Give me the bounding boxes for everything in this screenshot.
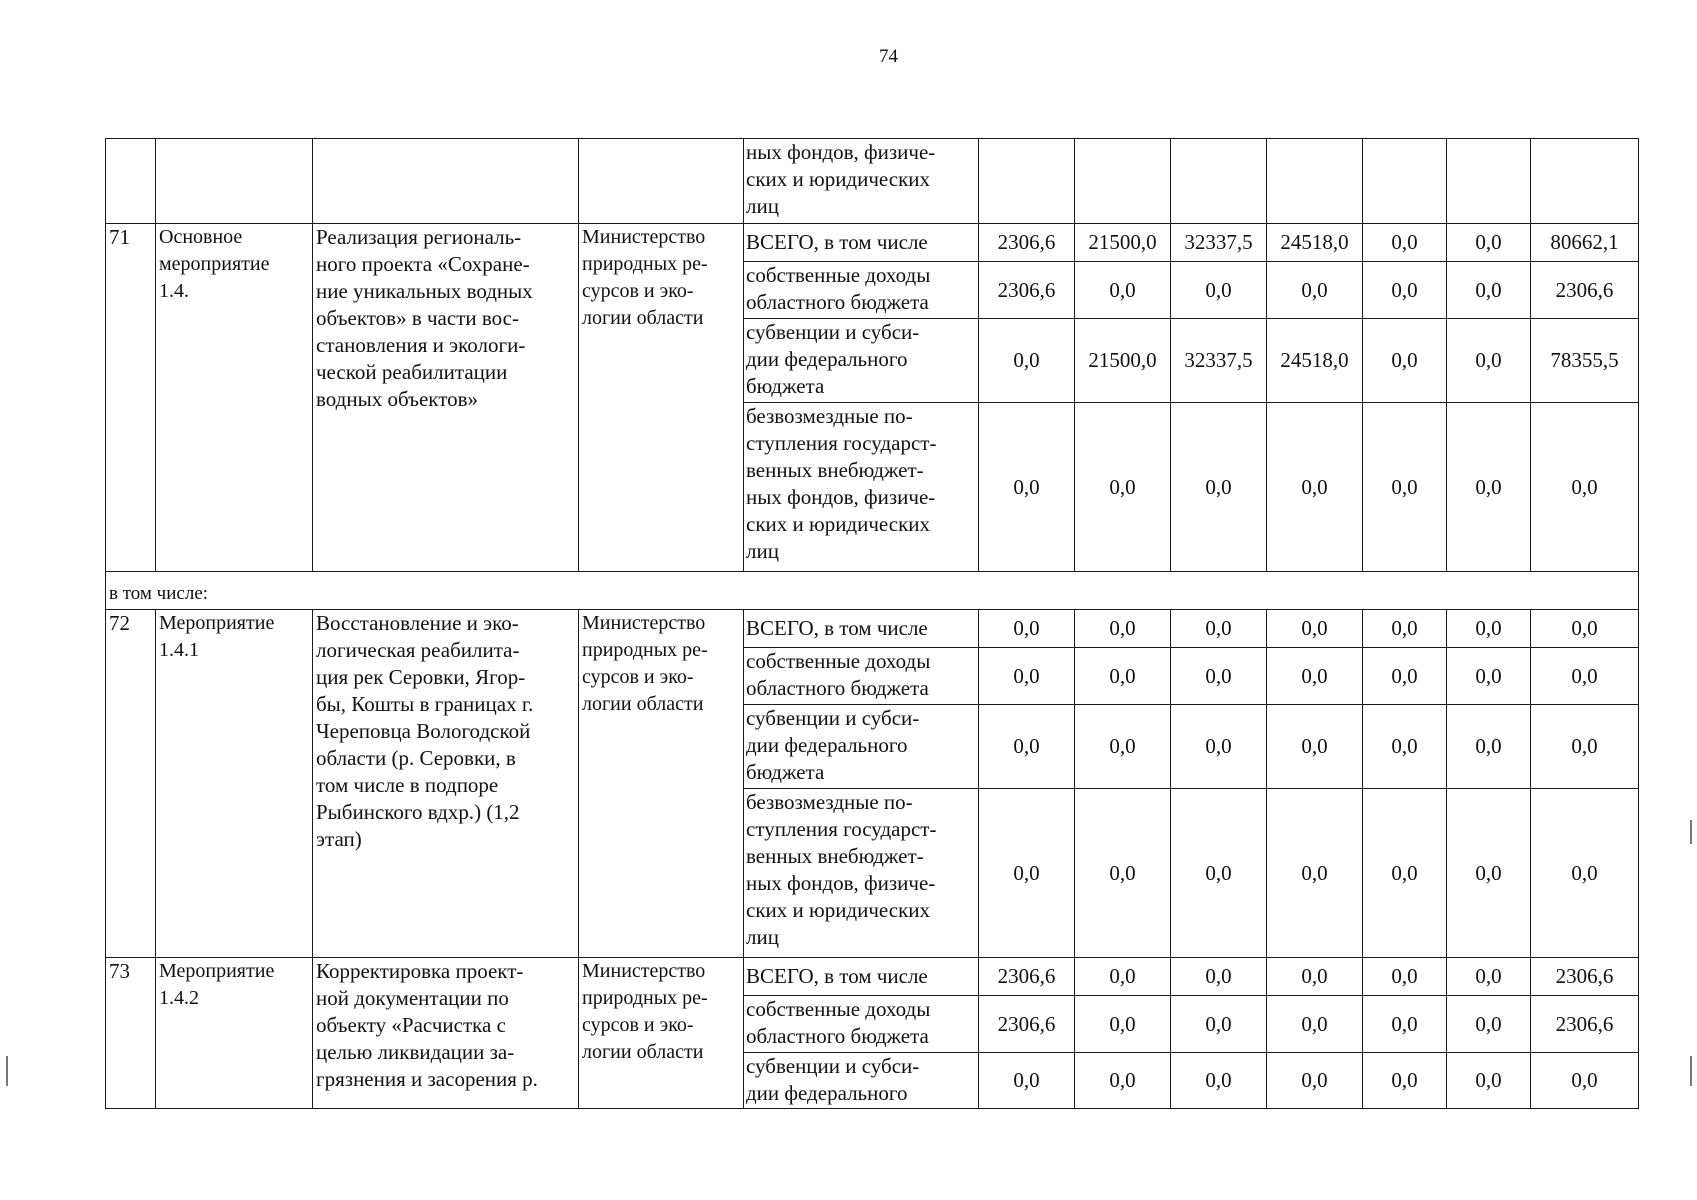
num-cell [106,139,156,224]
value-cell: 0,0 [1171,958,1267,996]
source-cell [744,996,979,1053]
value-cell: 0,0 [979,319,1075,403]
value-cell: 0,0 [1363,319,1447,403]
text-line: ной документации по [316,986,509,1010]
source-line: дии федерального [746,347,908,371]
value-cell: 0,0 [1363,262,1447,319]
value-cell: 80662,1 [1531,224,1639,262]
value-cell: 2306,6 [979,996,1075,1053]
text-line: ческой реабилитации [316,360,508,384]
value-cell: 0,0 [1267,1053,1363,1109]
value-cell: 0,0 [1447,319,1531,403]
source-cell [744,789,979,958]
value-cell: 0,0 [1363,648,1447,705]
value-cell: 32337,5 [1171,224,1267,262]
value-cell: 0,0 [1531,403,1639,572]
value-cell: 0,0 [979,610,1075,648]
source-line: безвозмездные по- [746,404,913,428]
text-line: ного проекта «Сохране- [316,252,530,276]
value-cell: 78355,5 [1531,319,1639,403]
text-line: Рыбинского вдхр.) (1,2 [316,800,520,824]
source-line: венных внебюджет- [746,458,924,482]
executor [579,958,744,1109]
source-cell [744,648,979,705]
value-cell: 0,0 [1447,224,1531,262]
text-line: 1.4. [159,280,189,302]
source-line: ВСЕГО, в том числе [746,230,928,254]
value-cell: 0,0 [1075,705,1171,789]
value-cell: 0,0 [979,705,1075,789]
source-line: лиц [746,194,779,218]
text-line: сурсов и эко- [582,280,694,302]
exec-cell [579,139,744,224]
scan-mark [6,1056,8,1086]
value-cell: 2306,6 [979,262,1075,319]
table-row [106,139,1639,224]
source-line: лиц [746,925,779,949]
value-cell: 0,0 [1075,403,1171,572]
source-line: областного бюджета [746,1024,929,1048]
row-number: 72 [106,610,156,958]
scan-mark [1690,820,1692,844]
text-line: логии области [582,1041,704,1063]
value-cell: 0,0 [1363,789,1447,958]
source-cell [744,262,979,319]
source-cell [744,319,979,403]
row-number: 73 [106,958,156,1109]
value-cell: 0,0 [1171,262,1267,319]
source-line: областного бюджета [746,676,929,700]
event-name [313,224,579,572]
source-line: областного бюджета [746,290,929,314]
value-cell: 2306,6 [1531,996,1639,1053]
source-line: собственные доходы [746,649,931,673]
value-cell: 0,0 [1447,705,1531,789]
event-kind [156,224,313,572]
page-number: 74 [879,46,898,67]
value-cell: 0,0 [1447,262,1531,319]
text-line: Основное [159,226,243,248]
value-cell [1267,139,1363,224]
text-line: 1.4.1 [159,639,199,661]
value-cell: 0,0 [979,789,1075,958]
value-cell [1075,139,1171,224]
table-row [106,224,1639,262]
text-line: 1.4.2 [159,987,199,1009]
value-cell: 0,0 [1531,789,1639,958]
source-line: ступления государст- [746,817,937,841]
value-cell: 0,0 [1267,958,1363,996]
source-cell [744,139,979,224]
source-line: ных фондов, физиче- [746,871,936,895]
value-cell [979,139,1075,224]
scan-mark [1690,1056,1692,1086]
source-line: ных фондов, физиче- [746,485,936,509]
value-cell: 0,0 [1447,958,1531,996]
source-line: субвенции и субси- [746,1054,920,1078]
event-kind [156,610,313,958]
text-line: Корректировка проект- [316,959,524,983]
value-cell: 0,0 [1531,648,1639,705]
source-cell [744,610,979,648]
source-line: дии федерального [746,1081,908,1105]
value-cell [1531,139,1639,224]
value-cell [1447,139,1531,224]
value-cell: 0,0 [1267,610,1363,648]
value-cell: 0,0 [1171,610,1267,648]
source-line: бюджета [746,374,825,398]
event-kind [156,958,313,1109]
value-cell: 21500,0 [1075,224,1171,262]
text-line: природных ре- [582,639,708,661]
executor [579,610,744,958]
value-cell: 2306,6 [979,224,1075,262]
value-cell: 0,0 [1363,996,1447,1053]
text-line: Мероприятие [159,960,275,982]
value-cell: 0,0 [1447,789,1531,958]
value-cell: 0,0 [1267,996,1363,1053]
value-cell: 0,0 [1171,648,1267,705]
value-cell: 0,0 [1075,610,1171,648]
section-label: в том числе: [106,572,1639,610]
text-line: объектов» в части вос- [316,306,519,330]
name-cell [313,139,579,224]
text-line: природных ре- [582,987,708,1009]
value-cell: 0,0 [1363,224,1447,262]
source-cell [744,224,979,262]
text-line: этап) [316,827,362,851]
value-cell: 0,0 [1363,403,1447,572]
value-cell: 0,0 [1531,705,1639,789]
value-cell: 0,0 [1075,1053,1171,1109]
value-cell: 0,0 [1075,648,1171,705]
value-cell: 0,0 [1075,958,1171,996]
table-row [106,572,1639,610]
value-cell: 0,0 [1531,610,1639,648]
value-cell: 2306,6 [979,958,1075,996]
source-line: безвозмездные по- [746,790,913,814]
text-line: Министерство [582,612,706,634]
text-line: водных объектов» [316,387,479,411]
text-line: логии области [582,693,704,715]
source-line: венных внебюджет- [746,844,924,868]
source-line: субвенции и субси- [746,320,920,344]
value-cell: 0,0 [1267,262,1363,319]
source-line: субвенции и субси- [746,706,920,730]
kind-cell [156,139,313,224]
table-row [106,958,1639,996]
text-line: грязнения и засорения р. [316,1067,538,1091]
source-cell [744,1053,979,1109]
value-cell: 0,0 [979,403,1075,572]
value-cell: 0,0 [1363,1053,1447,1109]
text-line: логии области [582,307,704,329]
value-cell: 0,0 [1267,648,1363,705]
text-line: Череповца Вологодской [316,719,531,743]
text-line: Мероприятие [159,612,275,634]
value-cell: 0,0 [1171,996,1267,1053]
source-cell [744,403,979,572]
value-cell: 0,0 [1447,648,1531,705]
value-cell: 32337,5 [1171,319,1267,403]
value-cell: 0,0 [1171,1053,1267,1109]
value-cell: 0,0 [979,1053,1075,1109]
text-line: том числе в подпоре [316,773,499,797]
text-line: Восстановление и эко- [316,611,519,635]
source-line: ских и юридических [746,898,931,922]
value-cell: 2306,6 [1531,958,1639,996]
source-line: ВСЕГО, в том числе [746,616,928,640]
source-line: собственные доходы [746,997,931,1021]
event-name [313,610,579,958]
value-cell: 24518,0 [1267,319,1363,403]
text-line: ция рек Серовки, Ягор- [316,665,526,689]
source-line: дии федерального [746,733,908,757]
event-name [313,958,579,1109]
value-cell: 0,0 [1447,996,1531,1053]
row-number: 71 [106,224,156,572]
source-line: ных фондов, физиче- [746,140,936,164]
value-cell: 24518,0 [1267,224,1363,262]
value-cell: 0,0 [1171,403,1267,572]
executor [579,224,744,572]
value-cell: 0,0 [1447,403,1531,572]
text-line: сурсов и эко- [582,666,694,688]
source-line: лиц [746,539,779,563]
source-line: ских и юридических [746,512,931,536]
value-cell: 0,0 [1171,789,1267,958]
source-line: ВСЕГО, в том числе [746,964,928,988]
value-cell: 0,0 [1363,610,1447,648]
source-cell [744,705,979,789]
text-line: природных ре- [582,253,708,275]
text-line: Министерство [582,960,706,982]
text-line: области (р. Серовки, в [316,746,516,770]
value-cell: 0,0 [1267,705,1363,789]
text-line: целью ликвидации за- [316,1040,515,1064]
source-line: ступления государст- [746,431,937,455]
value-cell: 21500,0 [1075,319,1171,403]
financing-table [105,138,1639,1109]
source-line: бюджета [746,760,825,784]
value-cell: 0,0 [1075,262,1171,319]
text-line: Реализация региональ- [316,225,522,249]
value-cell: 0,0 [1267,403,1363,572]
value-cell: 2306,6 [1531,262,1639,319]
text-line: логическая реабилита- [316,638,520,662]
value-cell: 0,0 [1363,958,1447,996]
value-cell: 0,0 [1075,996,1171,1053]
value-cell: 0,0 [1447,1053,1531,1109]
value-cell: 0,0 [1531,1053,1639,1109]
text-line: сурсов и эко- [582,1014,694,1036]
value-cell: 0,0 [1363,705,1447,789]
text-line: мероприятие [159,253,270,275]
text-line: становления и экологи- [316,333,526,357]
table-row [106,610,1639,648]
source-line: собственные доходы [746,263,931,287]
source-line: ских и юридических [746,167,931,191]
text-line: бы, Кошты в границах г. [316,692,534,716]
source-cell [744,958,979,996]
value-cell: 0,0 [1267,789,1363,958]
value-cell: 0,0 [979,648,1075,705]
text-line: ние уникальных водных [316,279,533,303]
value-cell: 0,0 [1171,705,1267,789]
value-cell: 0,0 [1447,610,1531,648]
text-line: объекту «Расчистка с [316,1013,506,1037]
value-cell: 0,0 [1075,789,1171,958]
value-cell [1363,139,1447,224]
value-cell [1171,139,1267,224]
text-line: Министерство [582,226,706,248]
